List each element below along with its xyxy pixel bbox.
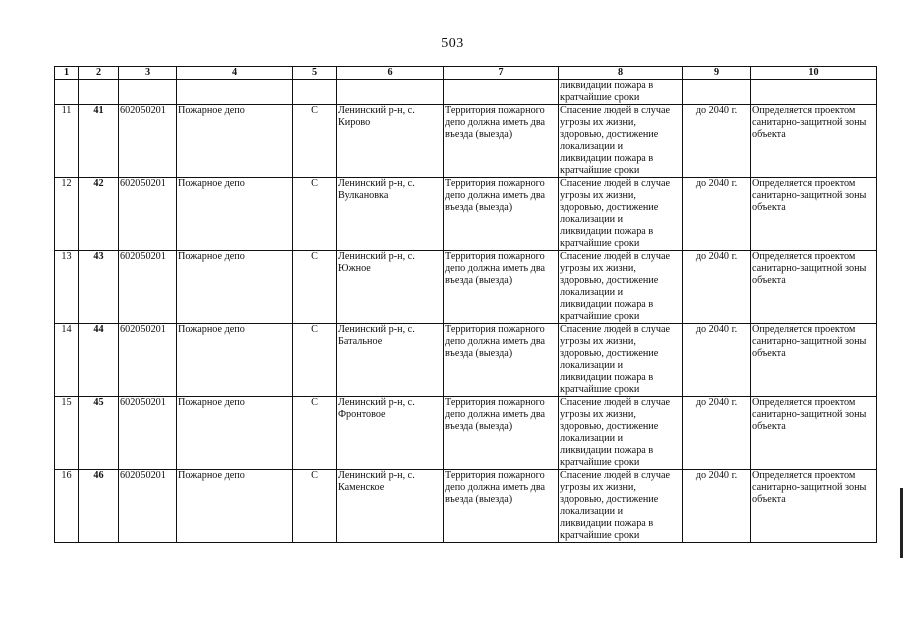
location-cell: Ленинский р-н, с. Батальное: [337, 324, 444, 397]
row-number-cell: 16: [55, 470, 79, 543]
row-number-cell: 14: [55, 324, 79, 397]
protection-zone-cell: Определяется проектом санитарно-защитной зоны объекта: [751, 251, 877, 324]
object-code-cell: 602050201: [119, 470, 177, 543]
object-type-cell: С: [293, 324, 337, 397]
term-cell: до 2040 г.: [683, 178, 751, 251]
scan-edge-mark: [900, 488, 903, 558]
table-row: [55, 324, 877, 397]
requirement-cell: Территория пожарного депо должна иметь два въезда (выезда): [444, 470, 559, 543]
term-cell: до 2040 г.: [683, 105, 751, 178]
object-code-cell: 602050201: [119, 105, 177, 178]
table-row: [55, 178, 877, 251]
row-number-cell: 12: [55, 178, 79, 251]
header-cell: 6: [337, 67, 444, 80]
term-cell: до 2040 г.: [683, 397, 751, 470]
object-type-cell: С: [293, 105, 337, 178]
table-cell: [79, 80, 119, 105]
object-type-cell: С: [293, 178, 337, 251]
purpose-cell: Спасение людей в случае угрозы их жизни, здоровью, достижение локализации и ликвидации пожара в кратчайшие сроки: [559, 105, 683, 178]
object-id-cell: 43: [79, 251, 119, 324]
object-id-cell: 41: [79, 105, 119, 178]
location-cell: Ленинский р-н, с. Фронтовое: [337, 397, 444, 470]
object-id-cell: 45: [79, 397, 119, 470]
protection-zone-cell: Определяется проектом санитарно-защитной зоны объекта: [751, 470, 877, 543]
location-cell: Ленинский р-н, с. Вулкановка: [337, 178, 444, 251]
purpose-cell: Спасение людей в случае угрозы их жизни, здоровью, достижение локализации и ликвидации пожара в кратчайшие сроки: [559, 397, 683, 470]
term-cell: до 2040 г.: [683, 324, 751, 397]
header-cell: 1: [55, 67, 79, 80]
object-name-cell: Пожарное депо: [177, 470, 293, 543]
object-name-cell: Пожарное депо: [177, 251, 293, 324]
row-number-cell: 13: [55, 251, 79, 324]
table-cell: [177, 80, 293, 105]
table-row: [55, 251, 877, 324]
object-code-cell: 602050201: [119, 324, 177, 397]
protection-zone-cell: Определяется проектом санитарно-защитной зоны объекта: [751, 324, 877, 397]
table-cell: [119, 80, 177, 105]
protection-zone-cell: Определяется проектом санитарно-защитной зоны объекта: [751, 397, 877, 470]
table-row: [55, 105, 877, 178]
term-cell: до 2040 г.: [683, 251, 751, 324]
term-cell: до 2040 г.: [683, 470, 751, 543]
table-row: [55, 397, 877, 470]
object-code-cell: 602050201: [119, 251, 177, 324]
requirement-cell: Территория пожарного депо должна иметь два въезда (выезда): [444, 251, 559, 324]
requirement-cell: Территория пожарного депо должна иметь два въезда (выезда): [444, 324, 559, 397]
header-cell: 9: [683, 67, 751, 80]
object-id-cell: 42: [79, 178, 119, 251]
table-cell: [337, 80, 444, 105]
location-cell: Ленинский р-н, с. Каменское: [337, 470, 444, 543]
protection-zone-cell: Определяется проектом санитарно-защитной зоны объекта: [751, 105, 877, 178]
objects-table: [54, 66, 877, 543]
purpose-cell: Спасение людей в случае угрозы их жизни, здоровью, достижение локализации и ликвидации пожара в кратчайшие сроки: [559, 251, 683, 324]
table-cell: [751, 80, 877, 105]
object-name-cell: Пожарное депо: [177, 324, 293, 397]
table-cell: [55, 80, 79, 105]
purpose-cell: Спасение людей в случае угрозы их жизни, здоровью, достижение локализации и ликвидации пожара в кратчайшие сроки: [559, 324, 683, 397]
object-name-cell: Пожарное депо: [177, 178, 293, 251]
page-number: 503: [441, 36, 464, 51]
object-code-cell: 602050201: [119, 397, 177, 470]
location-cell: Ленинский р-н, с. Кирово: [337, 105, 444, 178]
continuation-row: [55, 80, 877, 105]
object-type-cell: С: [293, 397, 337, 470]
header-cell: 8: [559, 67, 683, 80]
header-cell: 2: [79, 67, 119, 80]
object-name-cell: Пожарное депо: [177, 397, 293, 470]
object-id-cell: 44: [79, 324, 119, 397]
header-cell: 7: [444, 67, 559, 80]
row-number-cell: 15: [55, 397, 79, 470]
object-type-cell: С: [293, 251, 337, 324]
header-cell: 5: [293, 67, 337, 80]
table-cell: [293, 80, 337, 105]
location-cell: Ленинский р-н, с. Южное: [337, 251, 444, 324]
object-type-cell: С: [293, 470, 337, 543]
object-name-cell: Пожарное депо: [177, 105, 293, 178]
table-cell: [683, 80, 751, 105]
table-cell: [444, 80, 559, 105]
continuation-text: ликвидации пожара в кратчайшие сроки: [559, 80, 683, 105]
requirement-cell: Территория пожарного депо должна иметь два въезда (выезда): [444, 178, 559, 251]
object-id-cell: 46: [79, 470, 119, 543]
object-code-cell: 602050201: [119, 178, 177, 251]
purpose-cell: Спасение людей в случае угрозы их жизни, здоровью, достижение локализации и ликвидации пожара в кратчайшие сроки: [559, 470, 683, 543]
purpose-cell: Спасение людей в случае угрозы их жизни, здоровью, достижение локализации и ликвидации пожара в кратчайшие сроки: [559, 178, 683, 251]
requirement-cell: Территория пожарного депо должна иметь два въезда (выезда): [444, 397, 559, 470]
row-number-cell: 11: [55, 105, 79, 178]
header-row: [55, 67, 877, 80]
protection-zone-cell: Определяется проектом санитарно-защитной зоны объекта: [751, 178, 877, 251]
header-cell: 4: [177, 67, 293, 80]
header-cell: 10: [751, 67, 877, 80]
requirement-cell: Территория пожарного депо должна иметь два въезда (выезда): [444, 105, 559, 178]
header-cell: 3: [119, 67, 177, 80]
table-row: [55, 470, 877, 543]
